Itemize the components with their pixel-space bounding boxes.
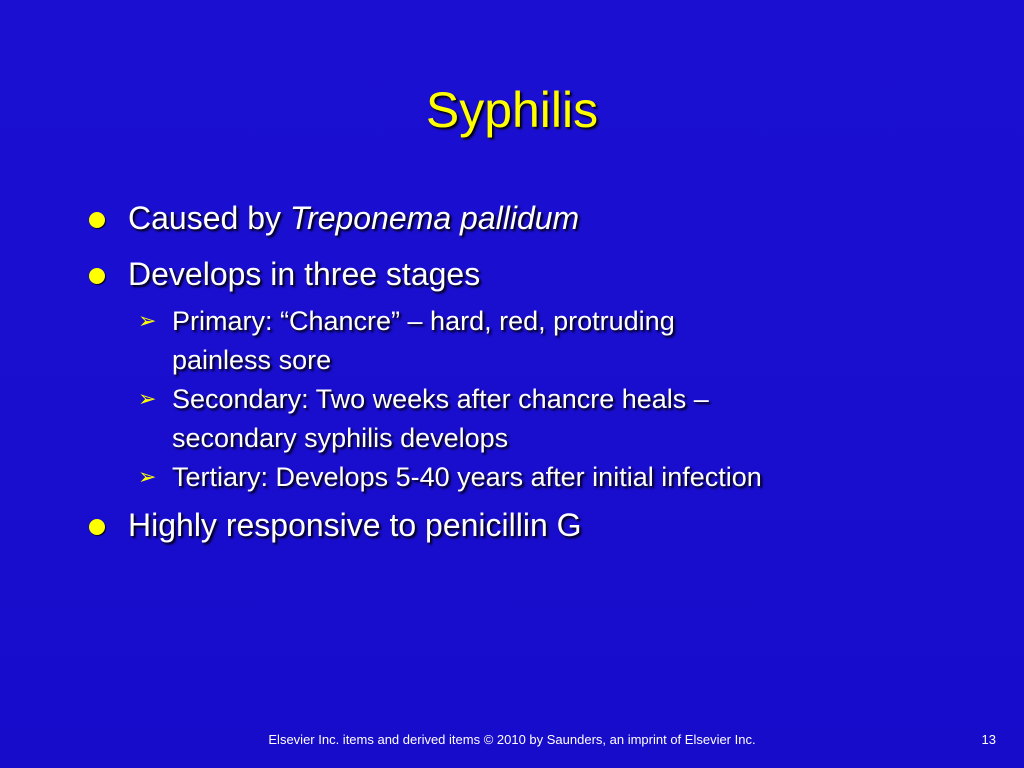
- arrowhead-bullet-icon: ➢: [138, 465, 157, 490]
- sub-bullet-text: Secondary: Two weeks after chancre heals –: [172, 384, 709, 414]
- bullet-treatment: [0, 497, 1024, 553]
- bullet-stages: [0, 246, 1024, 302]
- arrowhead-bullet-icon: ➢: [138, 309, 157, 334]
- bullet-text: Highly responsive to penicillin G: [128, 507, 582, 543]
- slide-title: Syphilis: [425, 82, 599, 138]
- sub-bullet-primary: [0, 302, 832, 380]
- arrowhead-bullet-icon: ➢: [138, 387, 157, 412]
- bullet-list: [0, 190, 1024, 553]
- sub-bullet-text: Primary: “Chancre” – hard, red, protruding: [172, 306, 675, 336]
- bullet-cause: [0, 190, 1024, 246]
- round-bullet-icon: [89, 519, 105, 535]
- sub-bullet-text-continued: secondary syphilis develops: [172, 423, 509, 453]
- sub-bullet-secondary: [0, 380, 832, 458]
- bullet-text: Develops in three stages: [128, 256, 481, 292]
- bullet-text: Caused by: [128, 200, 290, 236]
- sub-bullet-text: Tertiary: Develops 5-40 years after initial infection: [172, 462, 762, 492]
- copyright-footer: Elsevier Inc. items and derived items © 2010 by Saunders, an imprint of Elsevier Inc.: [268, 732, 756, 747]
- bullet-organism-name: Treponema pallidum: [289, 200, 580, 236]
- round-bullet-icon: [89, 212, 105, 228]
- sub-bullet-tertiary: [0, 458, 832, 497]
- slide-number: 13: [981, 732, 996, 747]
- sub-bullet-text-continued: painless sore: [172, 345, 332, 375]
- round-bullet-icon: [89, 268, 105, 284]
